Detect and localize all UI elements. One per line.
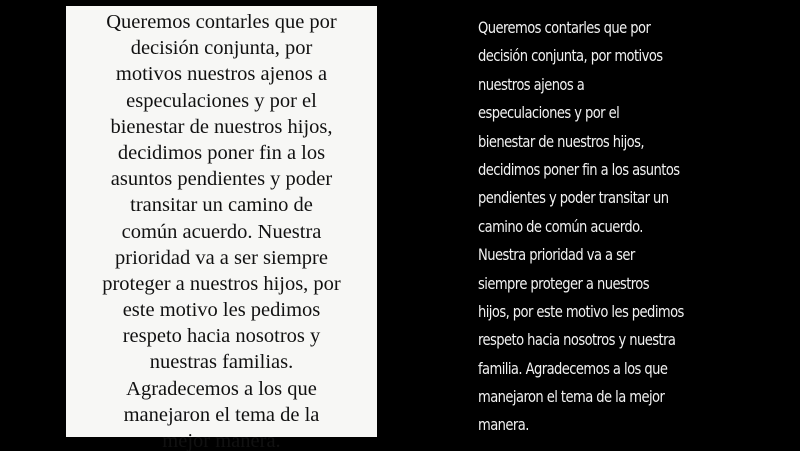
statement-line: bienestar de nuestros hijos,: [110, 115, 333, 138]
statement-line: motivos nuestros ajenos a: [115, 63, 328, 86]
statement-line: especulaciones y por el: [478, 103, 620, 123]
statement-line: Queremos contarles que por: [106, 11, 337, 33]
statement-line: bienestar de nuestros hijos,: [478, 131, 644, 151]
statement-line: manejaron el tema de la: [123, 403, 320, 426]
statement-line: respeto hacia nosotros y: [122, 325, 321, 348]
statement-image-dark: [478, 14, 778, 444]
statement-line: especulaciones y por el: [126, 89, 317, 112]
statement-line: camino de común acuerdo.: [478, 216, 643, 236]
statement-line: decidimos poner fin a los asuntos: [478, 159, 680, 179]
statement-line: asuntos pendientes y poder: [110, 168, 333, 191]
statement-line: proteger a nuestros hijos, por: [102, 272, 341, 295]
statement-line: decisión conjunta, por motivos: [478, 46, 663, 66]
statement-line: familia. Agradecemos a los que: [478, 358, 668, 378]
statement-line: este motivo les pedimos: [122, 299, 321, 322]
statement-line: manera.: [478, 415, 529, 435]
statement-line: manejaron el tema de la mejor: [478, 387, 665, 407]
statement-line: común acuerdo. Nuestra: [121, 220, 322, 243]
statement-text-condensed: [478, 14, 729, 440]
statement-line: Agradecemos a los que: [126, 377, 317, 400]
statement-line: Nuestra prioridad va a ser: [478, 245, 635, 265]
statement-text-serif: [66, 6, 377, 451]
statement-line: pendientes y poder transitar un: [478, 188, 669, 208]
statement-image-white: [66, 6, 377, 451]
statement-line: Queremos contarles que por: [478, 18, 651, 37]
statement-line: siempre proteger a nuestros: [478, 273, 650, 293]
statement-line: decidimos poner fin a los: [117, 141, 326, 164]
statement-line: mejor manera.: [162, 430, 281, 451]
statement-line: respeto hacia nosotros y nuestra: [478, 330, 676, 350]
statement-line: nuestros ajenos a: [478, 74, 585, 94]
statement-line: nuestras familias.: [149, 351, 294, 374]
statement-line: hijos, por este motivo les pedimos: [478, 301, 684, 321]
statement-line: decisión conjunta, por: [130, 37, 313, 60]
statement-line: prioridad va a ser siempre: [115, 246, 328, 269]
statement-line: transitar un camino de: [130, 194, 313, 217]
